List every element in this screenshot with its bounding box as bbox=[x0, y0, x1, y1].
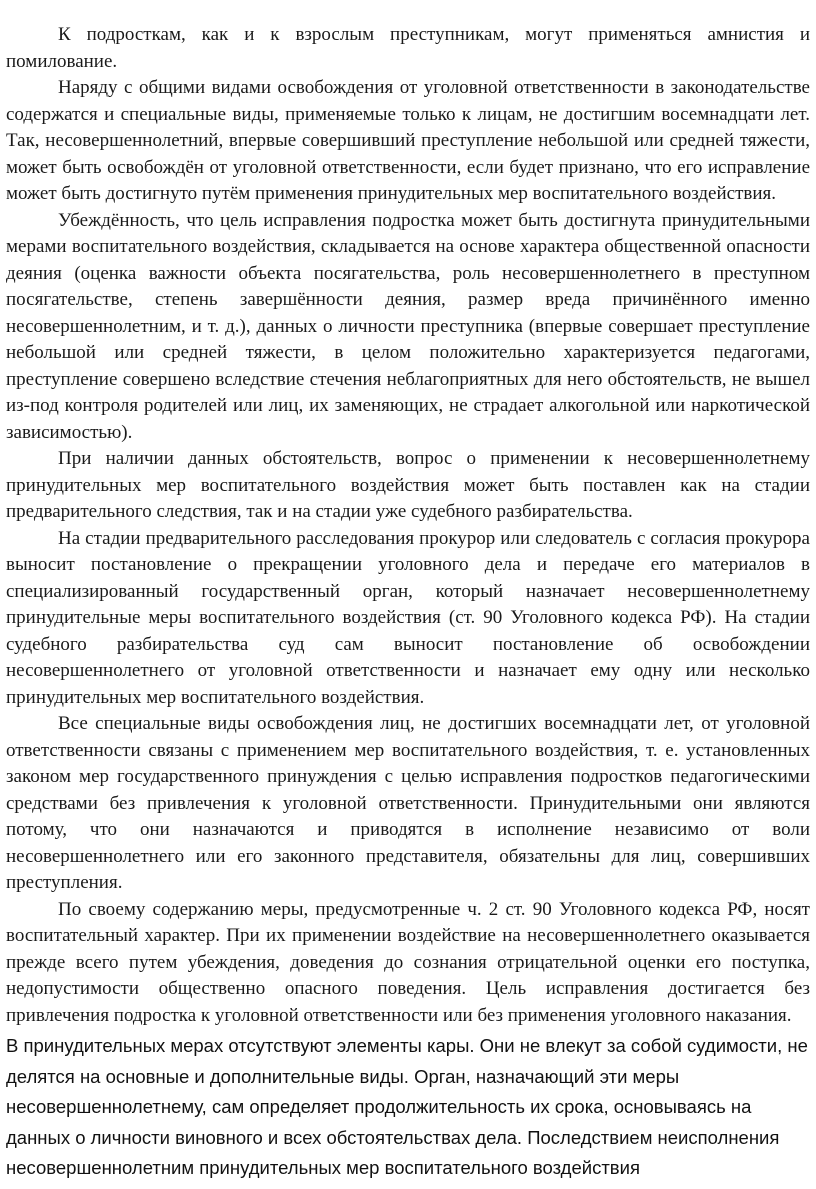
paragraph-measures-content: По своему содержанию меры, предусмотренные ч. 2 ст. 90 Уголовного кодекса РФ, носят воспитательный характер. При их применении воздействие на несовершеннолетнего оказывается прежде всего путем убеждения, доведения до сознания отрицательной оценки его поступка, недопустимости общественно опасного поведения. Цель исправления достигается без привлечения подростка к уголовной ответственности или без применения уголовного наказания. bbox=[6, 898, 810, 1026]
paragraph-special-release: Наряду с общими видами освобождения от уголовной ответственности в законодательстве содержатся и специальные виды, применяемые только к лицам, не достигшим восемнадцати лет. Так, несовершеннолетний, впервые совершивший преступление небольшой или средней тяжести, может быть освобождён от уголовной ответственности, если будет признано, что его исправление может быть достигнуто путём применения принудительных мер воспитательного воздействия. bbox=[6, 77, 810, 204]
paragraph-conviction-basis: Убеждённость, что цель исправления подростка может быть достигнута принудительными мерами воспитательного воздействия, складывается на основе характера общественной опасности деяния (оценка важности объекта посягательства, роль несовершеннолетнего в преступном посягательстве, степень завершённости деяния, размер вреда причинённого именно несовершеннолетним, и т. д.), данных о личности преступника (впервые совершает преступление небольшой или средней тяжести, в целом положительно характеризуется педагогами, преступление совершено вследствие стечения неблагоприятных для него обстоятельств, не вышел из-под контроля родителей или лиц, их заменяющих, не страдает алкогольной или наркотической зависимостью). bbox=[6, 209, 810, 443]
paragraph-special-types: Все специальные виды освобождения лиц, не достигших восемнадцати лет, от уголовной ответственности связаны с применением мер воспитательного воздействия, т. е. установленных законом мер государственного принуждения с целью исправления подростков педагогическими средствами без привлечения к уголовной ответственности. Принудительными они являются потому, что они назначаются и приводятся в исполнение независимо от воли несовершеннолетнего или его законного представителя, обязательны для лиц, совершивших преступления. bbox=[6, 713, 810, 893]
paragraph-investigation-stage: На стадии предварительного расследования прокурор или следователь с согласия прокурора выносит постановление о прекращении уголовного дела и передаче его материалов в специализированный государственный орган, который назначает несовершеннолетнему принудительные меры воспитательного воздействия (ст. 90 Уголовного кодекса РФ). На стадии судебного разбирательства суд сам выносит постановление об освобождении несовершеннолетнего от уголовной ответственности и назначает ему одну или несколько принудительных мер воспитательного воздействия. bbox=[6, 527, 810, 708]
paragraph-no-punishment: В принудительных мерах отсутствуют элементы кары. Они не влекут за собой судимости, не делятся на основные и дополнительные виды. Орган, назначающий эти меры несовершеннолетнему, сам определяет продолжительность их срока, основываясь на данных о личности виновного и всех обстоятельствах дела. Последствием неисполнения несовершеннолетним принудительных мер воспитательного воздействия bbox=[6, 1035, 808, 1178]
paragraph-stages: При наличии данных обстоятельств, вопрос о применении к несовершеннолетнему принудительных мер воспитательного воздействия может быть поставлен как на стадии предварительного следствия, так и на стадии уже судебного разбирательства. bbox=[6, 448, 810, 522]
paragraph-amnesty: К подросткам, как и к взрослым преступникам, могут применяться амнистия и помилование. bbox=[6, 24, 810, 72]
